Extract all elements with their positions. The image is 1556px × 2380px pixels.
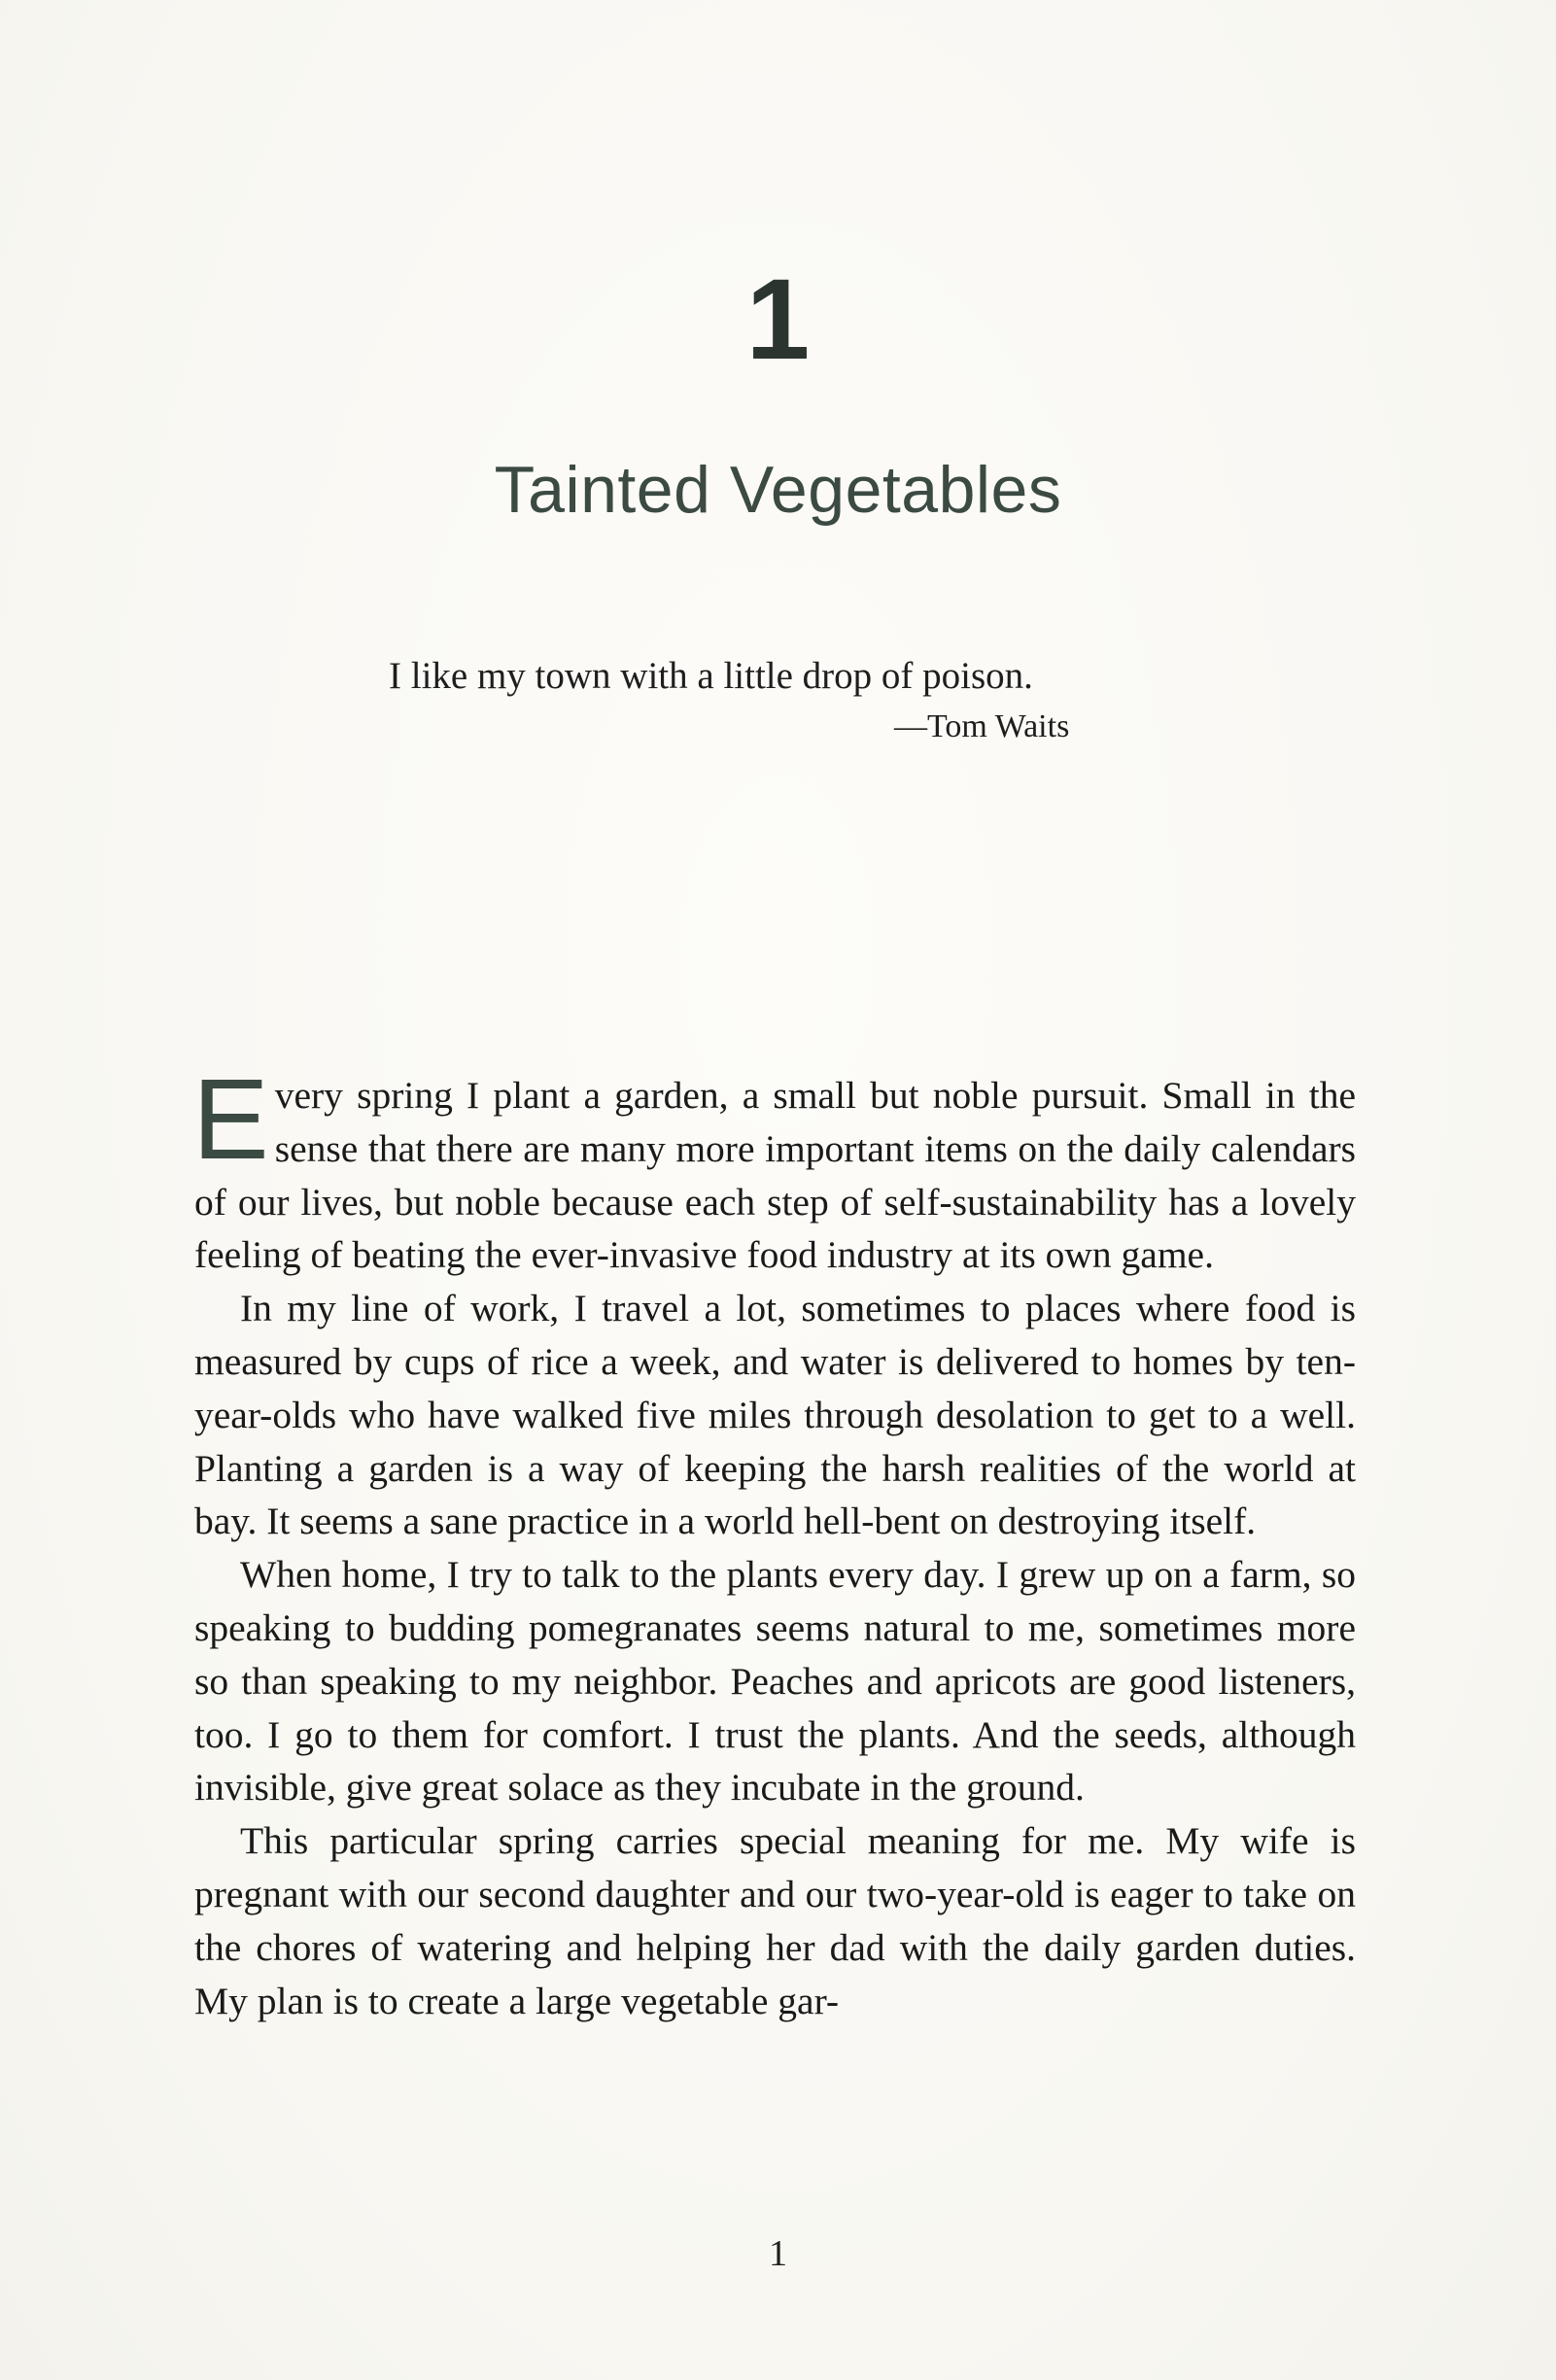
drop-cap: E xyxy=(192,1055,269,1184)
paragraph-1-text: very spring I plant a garden, a small but noble pursuit. Small in the sense that there are many more important items on the daily calendars of our lives, but noble because each step of self-sustainability has a lovely feeling of beating the ever-invasive food industry at its own game. xyxy=(194,1074,1356,1277)
paragraph-2: In my line of work, I travel a lot, sometimes to places where food is measured by cups of rice a week, and water is delivered to homes by ten-year-olds who have walked five miles through desolation to get to a well. Planting a garden is a way of keeping the harsh realities of the world at bay. It seems a sane practice in a world hell-bent on destroying itself. xyxy=(194,1287,1356,1543)
epigraph-quote: I like my town with a little drop of poison. xyxy=(389,655,1033,697)
chapter-title: Tainted Vegetables xyxy=(494,453,1062,527)
paragraph-3: When home, I try to talk to the plants every day. I grew up on a farm, so speaking to budding pomegranates seems natural to me, sometimes more so than speaking to my neighbor. Peaches and apricots are good listeners, too. I go to them for comfort. I trust the plants. And the seeds, although invisible, give great solace as they incubate in the ground. xyxy=(194,1553,1356,1810)
paragraph-4: This particular spring carries special meaning for me. My wife is pregnant with our second daughter and our two-year-old is eager to take on the chores of watering and helping her dad with the daily garden duties. My plan is to create a large vegetable gar- xyxy=(194,1819,1356,2022)
paragraph-1 xyxy=(192,1055,1356,1282)
epigraph-attribution: —Tom Waits xyxy=(894,708,1070,744)
chapter-number: 1 xyxy=(745,256,811,384)
chapter-body xyxy=(192,1055,1356,2027)
page-number: 1 xyxy=(769,2233,787,2274)
